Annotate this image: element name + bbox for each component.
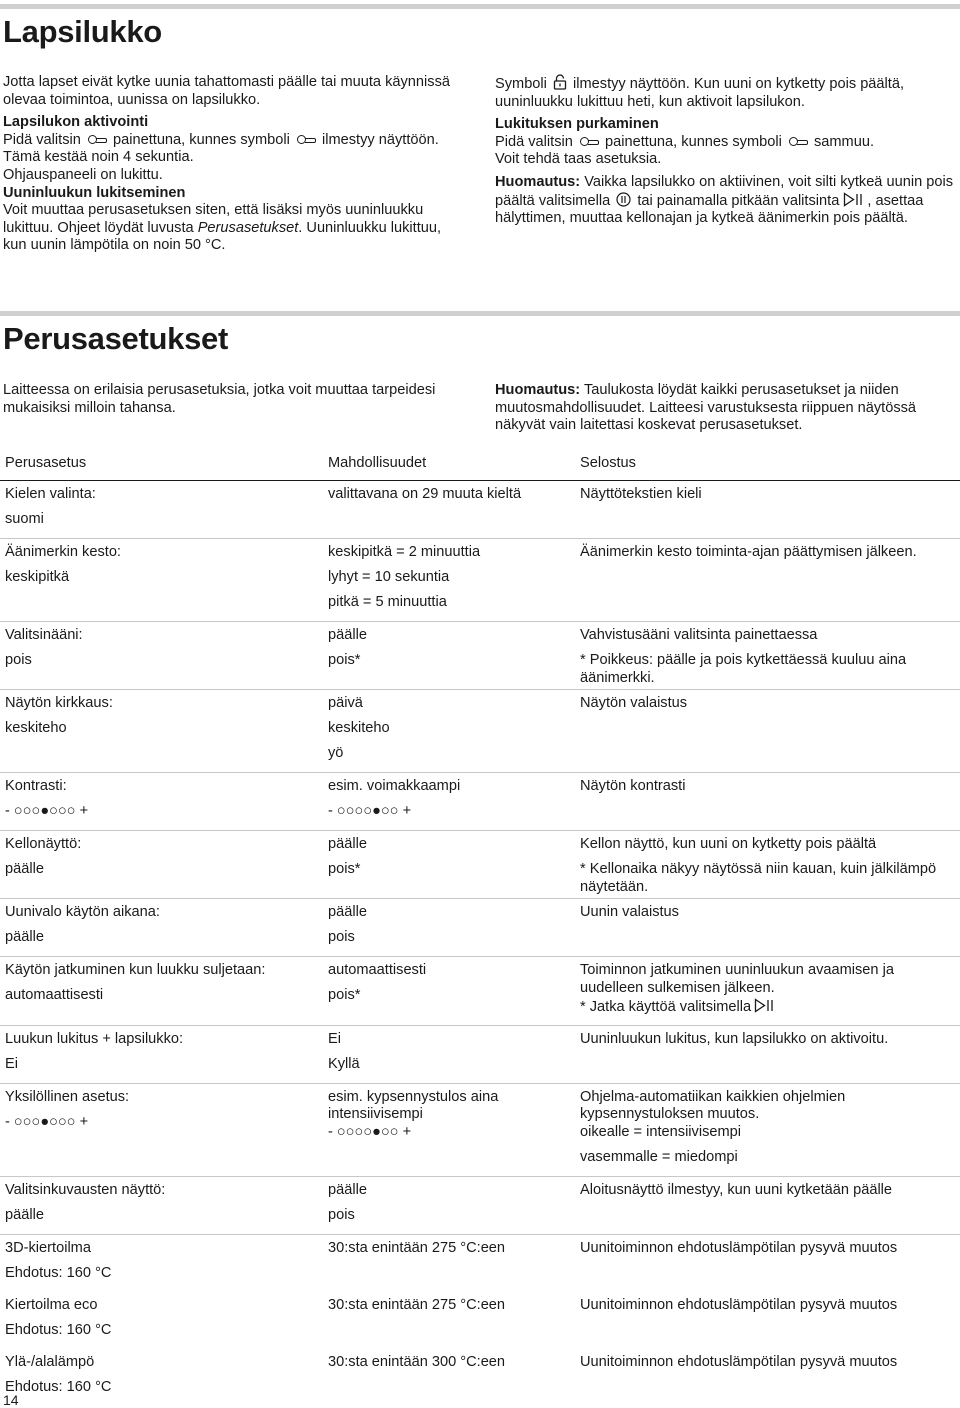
table-cell-c3	[580, 622, 960, 690]
cell-line	[5, 695, 328, 720]
note-text-part1: Vaikka lapsilukko on aktiivinen, voit silti kytkeä uunin pois päältä valitsimella	[495, 173, 954, 209]
cell-line	[328, 1207, 580, 1232]
cell-text: esim. kypsennystulos aina intensiivisempi	[328, 1088, 499, 1123]
cell-text: Näytön kirkkaus:	[5, 695, 113, 712]
cell-text: keskipitkä	[5, 569, 70, 585]
cell-line	[580, 695, 948, 720]
cell-line	[5, 1354, 328, 1379]
play-pause-icon	[754, 998, 778, 1013]
lapsilukko-intro: Jotta lapset eivät kytke uunia tahattomasti päälle tai muuta käynnissä olevaa toimintoa, uunissa on lapsilukko.	[3, 74, 450, 108]
page-number: 14	[3, 1392, 19, 1408]
cell-text: - ○○○●○○○ +	[5, 803, 89, 820]
cell-line	[328, 569, 580, 594]
cell-text: valittavana on 29 muuta kieltä	[328, 486, 522, 502]
cell-text: päälle	[328, 904, 367, 921]
cell-line	[580, 544, 948, 569]
activate-text-part1: Pidä valitsin	[3, 131, 81, 148]
cell-line	[5, 569, 328, 594]
cell-line	[5, 1207, 328, 1232]
settings-table	[0, 452, 960, 1406]
cell-text: - ○○○○●○○ +	[328, 1123, 412, 1140]
cell-text: päälle	[328, 836, 367, 853]
table-cell-c3	[580, 539, 960, 622]
cell-line	[580, 1354, 948, 1379]
release-text-part2: painettuna, kunnes symboli	[605, 133, 782, 150]
cell-line	[328, 1354, 580, 1379]
table-cell-c3	[580, 1349, 960, 1406]
cell-line	[5, 1056, 328, 1081]
table-cell-c2	[328, 622, 580, 690]
table-cell-c2	[328, 773, 580, 831]
column-header-perusasetus: Perusasetus	[0, 452, 328, 481]
door-lock-text-part1: Voit muuttaa perusasetuksen siten, että lisäksi myös uuninluukku lukittuu. Ohjeet löydät luvusta	[3, 202, 424, 236]
table-cell-c3	[580, 1083, 960, 1176]
cell-text: suomi	[5, 511, 44, 527]
perusasetukset-note	[495, 382, 955, 435]
key-icon	[788, 137, 808, 146]
cell-line	[580, 1149, 948, 1174]
cell-line	[5, 1031, 328, 1056]
table-cell-c2	[328, 1025, 580, 1083]
cell-text: Valitsinkuvausten näyttö:	[5, 1181, 166, 1198]
table-cell-c1	[0, 1083, 328, 1176]
cell-text: päivä	[328, 695, 363, 712]
cell-text: päälle	[5, 1206, 44, 1223]
cell-line	[328, 544, 580, 569]
cell-text: Kellonäyttö:	[5, 836, 82, 853]
cell-text: oikealle = intensiivisempi	[580, 1123, 742, 1140]
cell-line	[328, 1056, 580, 1081]
cell-text: Toiminnon jatkuminen uuninluukun avaamisen ja uudelleen sulkemisen jälkeen.	[580, 962, 894, 996]
cell-line	[328, 836, 580, 861]
table-cell-c2	[328, 1349, 580, 1406]
table-row	[0, 1025, 960, 1083]
cell-text: 3D-kiertoilma	[5, 1239, 91, 1256]
activate-text-locked: Ohjauspaneeli on lukittu.	[3, 166, 163, 183]
table-row	[0, 622, 960, 690]
cell-line	[328, 745, 580, 770]
play-pause-icon	[843, 192, 867, 207]
cell-text: automaattisesti	[328, 962, 427, 979]
cell-text: päälle	[328, 627, 367, 643]
table-cell-c3	[580, 1025, 960, 1083]
cell-text: päälle	[328, 1181, 367, 1198]
table-row	[0, 1234, 960, 1292]
table-row	[0, 831, 960, 899]
cell-line	[328, 695, 580, 720]
cell-line	[5, 544, 328, 569]
symbol-text-part1: Symboli	[495, 76, 547, 92]
table-row	[0, 1349, 960, 1406]
table-cell-c1	[0, 1025, 328, 1083]
table-cell-c2	[328, 1176, 580, 1234]
table-cell-c1	[0, 1292, 328, 1349]
table-cell-c3	[580, 831, 960, 899]
cell-text: pois*	[328, 861, 361, 878]
cell-text: * Jatka käyttöä valitsimella	[580, 998, 752, 1015]
activate-heading: Lapsilukon aktivointi	[3, 114, 149, 131]
section-title-lapsilukko: Lapsilukko	[3, 14, 162, 49]
table-cell-c3	[580, 899, 960, 957]
cell-line	[328, 929, 580, 954]
cell-text: automaattisesti	[5, 987, 104, 1004]
door-lock-text-part2: Uuninluukku lukittuu, kun uunin lämpötila on noin 50 °C.	[3, 219, 442, 254]
table-row	[0, 773, 960, 831]
cell-line	[5, 627, 328, 652]
note-text-part2: tai painamalla pitkään valitsinta	[637, 192, 840, 209]
cell-text: Kellon näyttö, kun uuni on kytketty pois päältä	[580, 836, 877, 853]
cell-text: Näyttötekstien kieli	[580, 486, 702, 502]
cell-text: Ehdotus: 160 °C	[5, 1321, 112, 1338]
cell-line	[328, 778, 580, 803]
cell-text: yö	[328, 745, 344, 762]
info-power-icon	[616, 192, 631, 207]
cell-line	[328, 594, 580, 619]
table-cell-c1	[0, 622, 328, 690]
release-text-part3: sammuu.	[813, 133, 874, 150]
cell-text: Äänimerkin kesto:	[5, 544, 121, 560]
note-label: Huomautus:	[495, 173, 581, 190]
table-cell-c2	[328, 957, 580, 1025]
cell-text: Uunin valaistus	[580, 904, 679, 921]
table-row	[0, 957, 960, 1025]
activate-text-part2: painettuna, kunnes symboli	[113, 131, 290, 148]
table-row	[0, 1083, 960, 1176]
cell-line	[580, 962, 948, 997]
cell-line	[580, 998, 948, 1023]
cell-text: - ○○○○●○○ +	[328, 803, 412, 820]
release-text-part1: Pidä valitsin	[495, 133, 573, 150]
table-row	[0, 1292, 960, 1349]
table-row	[0, 481, 960, 539]
cell-line	[580, 1124, 948, 1149]
cell-line	[328, 1089, 580, 1124]
cell-text: pois*	[328, 987, 361, 1004]
cell-text: Ehdotus: 160 °C	[5, 1264, 112, 1281]
cell-text: Ei	[5, 1055, 18, 1072]
column-header-mahdollisuudet: Mahdollisuudet	[328, 452, 580, 481]
cell-line	[5, 1265, 328, 1290]
cell-line	[5, 929, 328, 954]
cell-text: Äänimerkin kesto toiminta-ajan päättymisen jälkeen.	[580, 544, 917, 560]
cell-line	[5, 486, 328, 511]
cell-line	[328, 987, 580, 1012]
door-lock-link[interactable]: Perusasetukset	[197, 219, 299, 236]
key-icon	[87, 135, 107, 144]
table-cell-c1	[0, 690, 328, 773]
section-title-perusasetukset: Perusasetukset	[3, 321, 228, 356]
cell-line	[328, 1240, 580, 1265]
cell-line	[5, 511, 328, 536]
cell-line	[5, 1089, 328, 1114]
lock-icon	[553, 74, 567, 90]
table-cell-c1	[0, 481, 328, 539]
table-cell-c1	[0, 1234, 328, 1292]
table-cell-c3	[580, 773, 960, 831]
cell-line	[580, 1182, 948, 1207]
cell-text: Luukun lukitus + lapsilukko:	[5, 1030, 184, 1047]
table-cell-c2	[328, 831, 580, 899]
cell-line	[328, 1182, 580, 1207]
cell-text: Uunitoiminnon ehdotuslämpötilan pysyvä muutos	[580, 1353, 898, 1370]
lapsilukko-right-column	[495, 74, 953, 228]
cell-text: Ehdotus: 160 °C	[5, 1378, 112, 1395]
table-cell-c2	[328, 539, 580, 622]
cell-text: pitkä = 5 minuuttia	[328, 594, 447, 610]
cell-line	[328, 904, 580, 929]
cell-line	[328, 486, 580, 511]
release-heading: Lukituksen purkaminen	[495, 116, 659, 133]
table-cell-c3	[580, 1234, 960, 1292]
table-cell-c3	[580, 690, 960, 773]
cell-line	[580, 1031, 948, 1056]
cell-line	[580, 778, 948, 803]
cell-text: Uunitoiminnon ehdotuslämpötilan pysyvä muutos	[580, 1239, 898, 1256]
cell-line	[328, 652, 580, 677]
door-lock-text: Voit muuttaa perusasetuksen siten, että lisäksi myös uuninluukku lukittuu. Ohjeet löydät luvusta Perusasetukset. Uuninluukku lukittuu, kun uunin lämpötila on noin 50 °C.	[3, 202, 442, 254]
key-icon	[296, 135, 316, 144]
cell-text: Ei	[328, 1030, 341, 1047]
note-label: Huomautus:	[495, 382, 581, 398]
perusasetukset-intro: Laitteessa on erilaisia perusasetuksia, jotka voit muuttaa tarpeidesi mukaisiksi milloin tahansa.	[3, 382, 436, 416]
cell-text: keskiteho	[328, 720, 390, 737]
cell-line	[5, 1240, 328, 1265]
cell-text: pois	[328, 929, 355, 946]
cell-text: Uunivalo käytön aikana:	[5, 904, 160, 921]
table-cell-c1	[0, 773, 328, 831]
cell-text: Kontrasti:	[5, 778, 67, 795]
table-cell-c3	[580, 957, 960, 1025]
cell-line	[5, 1114, 328, 1139]
table-cell-c1	[0, 899, 328, 957]
cell-line	[5, 1182, 328, 1207]
cell-text: keskipitkä = 2 minuuttia	[328, 544, 481, 560]
table-cell-c2	[328, 690, 580, 773]
cell-text: Aloitusnäyttö ilmestyy, kun uuni kytketään päälle	[580, 1181, 893, 1198]
cell-text: vasemmalle = miedompi	[580, 1148, 738, 1165]
table-cell-c1	[0, 539, 328, 622]
cell-line	[328, 1031, 580, 1056]
cell-line	[5, 1297, 328, 1322]
column-header-selostus: Selostus	[580, 452, 960, 481]
cell-line	[580, 904, 948, 929]
symbol-text-part2: ilmestyy näyttöön. Kun uuni on kytketty pois päältä, uuninluukku lukittuu heti, kun aktivoit lapsilukon.	[495, 76, 905, 110]
section-rule-perusasetukset	[0, 311, 960, 316]
cell-text: Ohjelma-automatiikan kaikkien ohjelmien kypsennystuloksen muutos.	[580, 1088, 846, 1123]
cell-line	[580, 486, 948, 511]
cell-text: 30:sta enintään 300 °C:een	[328, 1353, 506, 1370]
cell-line	[580, 627, 948, 652]
cell-text: - ○○○●○○○ +	[5, 1113, 89, 1130]
table-header-row	[0, 452, 960, 481]
cell-line	[328, 803, 580, 828]
lapsilukko-note	[495, 174, 953, 228]
cell-text: Uunitoiminnon ehdotuslämpötilan pysyvä muutos	[580, 1296, 898, 1313]
table-row	[0, 1176, 960, 1234]
cell-line	[5, 904, 328, 929]
cell-text: Vahvistusääni valitsinta painettaessa	[580, 627, 818, 643]
cell-text: Yksilöllinen asetus:	[5, 1088, 130, 1105]
table-row	[0, 539, 960, 622]
cell-line	[328, 1124, 580, 1149]
cell-line	[580, 836, 948, 861]
table-cell-c1	[0, 1349, 328, 1406]
section-rule-top	[0, 4, 960, 9]
activate-text	[3, 132, 453, 167]
cell-line	[5, 803, 328, 828]
table-cell-c3	[580, 481, 960, 539]
cell-text: * Poikkeus: päälle ja pois kytkettäessä kuuluu aina äänimerkki.	[580, 652, 907, 686]
cell-text: Kielen valinta:	[5, 486, 96, 502]
cell-line	[580, 1089, 948, 1124]
table-cell-c1	[0, 957, 328, 1025]
lapsilukko-left-column	[3, 74, 453, 255]
cell-text: keskiteho	[5, 720, 67, 737]
table-cell-c2	[328, 899, 580, 957]
cell-line	[328, 720, 580, 745]
cell-line	[328, 861, 580, 886]
cell-text: Näytön kontrasti	[580, 778, 686, 795]
cell-text: päälle	[5, 929, 44, 946]
cell-text: lyhyt = 10 sekuntia	[328, 569, 450, 585]
table-cell-c3	[580, 1292, 960, 1349]
cell-line	[5, 1379, 328, 1404]
cell-text: * Kellonaika näkyy näytössä niin kauan, kuin jälkilämpö näytetään.	[580, 861, 937, 895]
cell-text: Uuninluukun lukitus, kun lapsilukko on aktivoitu.	[580, 1030, 889, 1047]
cell-text: pois*	[328, 652, 361, 668]
cell-line	[5, 778, 328, 803]
cell-line	[328, 1297, 580, 1322]
cell-line	[580, 861, 948, 896]
cell-text: Kyllä	[328, 1055, 360, 1072]
table-cell-c2	[328, 1234, 580, 1292]
cell-text: Kiertoilma eco	[5, 1296, 98, 1313]
cell-line	[5, 962, 328, 987]
cell-line	[5, 861, 328, 886]
activate-text-part3: ilmestyy näyttöön. Tämä kestää noin 4 sekuntia.	[3, 131, 439, 166]
cell-text: 30:sta enintään 275 °C:een	[328, 1296, 506, 1313]
door-lock-heading: Uuninluukun lukitseminen	[3, 184, 186, 201]
cell-line	[580, 1297, 948, 1322]
cell-line	[328, 627, 580, 652]
table-cell-c1	[0, 831, 328, 899]
cell-text: päälle	[5, 861, 44, 878]
table-cell-c2	[328, 1292, 580, 1349]
release-text-settings: Voit tehdä taas asetuksia.	[495, 151, 662, 168]
table-cell-c1	[0, 1176, 328, 1234]
note-text: Taulukosta löydät kaikki perusasetukset ja niiden muutosmahdollisuudet. Laitteesi varustuksesta riippuen näytössä näkyvät vain laitettasi koskevat perusasetukset.	[495, 382, 917, 434]
table-cell-c2	[328, 1083, 580, 1176]
cell-text: Käytön jatkuminen kun luukku suljetaan:	[5, 962, 266, 979]
release-text	[495, 134, 953, 152]
table-cell-c2	[328, 481, 580, 539]
table-row	[0, 899, 960, 957]
table-cell-c3	[580, 1176, 960, 1234]
cell-text: 30:sta enintään 275 °C:een	[328, 1239, 506, 1256]
cell-text: Valitsinääni:	[5, 627, 83, 643]
cell-line	[5, 1322, 328, 1347]
cell-line	[328, 962, 580, 987]
settings-table-body	[0, 481, 960, 1406]
cell-line	[5, 720, 328, 745]
cell-text: pois	[5, 652, 32, 668]
cell-text: esim. voimakkaampi	[328, 778, 461, 795]
cell-line	[580, 652, 948, 687]
note-text-part3: , asettaa hälyttimen, muuttaa kellonajan ja kytkeä äänimerkin pois päältä.	[495, 192, 924, 227]
cell-text: Ylä-/alalämpö	[5, 1353, 95, 1370]
table-row	[0, 690, 960, 773]
cell-text: Näytön valaistus	[580, 695, 688, 712]
cell-line	[5, 987, 328, 1012]
symbol-text	[495, 74, 953, 111]
cell-line	[580, 1240, 948, 1265]
cell-line	[5, 652, 328, 677]
key-icon	[579, 137, 599, 146]
cell-line	[5, 836, 328, 861]
cell-text: pois	[328, 1206, 355, 1223]
